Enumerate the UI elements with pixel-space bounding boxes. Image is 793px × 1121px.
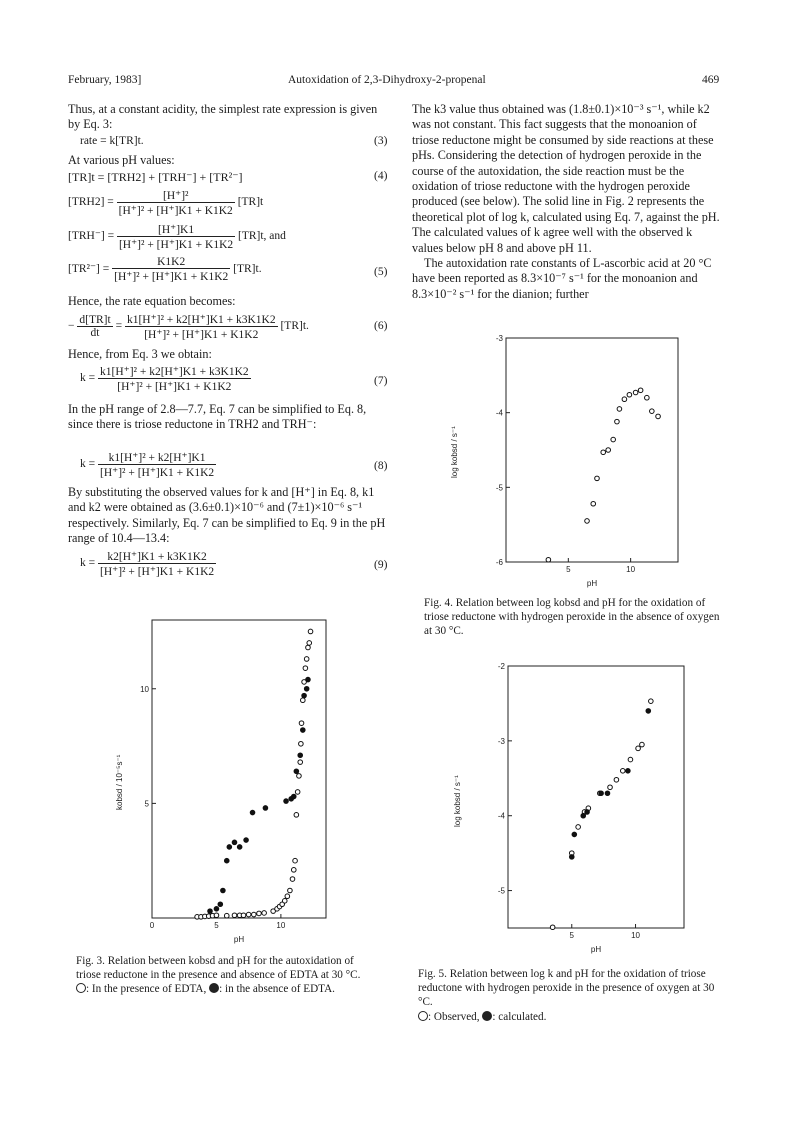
data-point-open [615, 419, 620, 424]
data-point-open [282, 899, 287, 904]
data-point-open [585, 519, 590, 524]
x-tick-label: 0 [149, 921, 155, 930]
x-axis-label: pH [233, 935, 245, 944]
equation-4: [TR]t = [TRH2] + [TRH⁻] + [TR²⁻] [68, 170, 243, 184]
data-point-open [622, 397, 627, 402]
figure-5-caption: Fig. 5. Relation between log k and pH for the oxidation of triose reductone with hydrogen peroxide in the presence of oxygen at 30 °C. : Observed, : calculated. [418, 968, 715, 1023]
data-point-filled [237, 845, 242, 850]
data-point-open [640, 742, 645, 747]
filled-circle-icon [482, 1011, 492, 1021]
data-point-filled [302, 693, 307, 698]
data-point-filled [599, 791, 604, 796]
data-point-open [627, 392, 632, 397]
y-tick-label: -3 [497, 736, 505, 746]
eq5c-tail: [TR]t. [233, 263, 262, 276]
data-point-open [297, 774, 302, 779]
data-point-open [606, 448, 611, 453]
plot-frame [506, 338, 678, 562]
data-point-open [214, 913, 219, 918]
data-point-open [241, 913, 246, 918]
data-point-open [636, 746, 641, 751]
data-point-open [576, 825, 581, 830]
figure-5-plot [478, 662, 698, 960]
right-paragraph-1: The k3 value thus obtained was (1.8±0.1)×10⁻³ s⁻¹, while k2 was not constant. This fact suggests that the monoanion of triose reductone might be consumed by side reactions at these pHs. Considering the detection of hydrogen peroxide in the course of the autoxidation, the side reaction must be the oxidation of triose reductone with the hydrogen peroxide produced (see below). The solid line in Fig. 2 represents the theoretical plot of log k, calculated using Eq. 7, against the pH. The calculated values of k agree well with the observed k values below pH 8 and above pH 11. The autoxidation rate constants of L-ascorbic acid at 20 °C have been reported as 8.3×10⁻⁷ s⁻¹ for the monoanion and 8.3×10⁻² s⁻¹ for the dianion; further [412, 102, 724, 302]
data-point-filled [605, 791, 610, 796]
y-tick-label: -5 [495, 483, 503, 493]
eq5b-fraction: $\frac{[H^+]K1}{\text{[H⁺]² + [H⁺]K1 + K1K2}}$ [118, 224, 234, 251]
data-point-filled [284, 799, 289, 804]
data-point-open [306, 645, 311, 650]
data-point-filled [304, 686, 309, 691]
data-point-filled [224, 858, 229, 863]
data-point-open [290, 877, 295, 882]
data-point-filled [626, 769, 631, 774]
data-point-open [262, 911, 267, 916]
eq5a-tail: [TR]t [237, 196, 264, 209]
eq5b-lhs: [TRH⁻] = [68, 230, 115, 243]
data-point-open [633, 390, 638, 395]
data-point-open [591, 501, 596, 506]
eq9-lhs: k = [80, 557, 96, 570]
data-point-open [293, 858, 298, 863]
data-point-open [308, 629, 313, 634]
page-number: 469 [702, 74, 720, 86]
eq6-tail: [TR]t. [280, 320, 309, 333]
figure-3-ylabel: kobsd / 10⁻⁵s⁻¹ [115, 754, 124, 810]
eq9-fraction: $\frac{k2[H^+]K1 + k3K1K2}{\text{[H⁺]² + [H⁺]K1 + K1K2}}$ [100, 551, 215, 578]
figure-3-caption: Fig. 3. Relation between kobsd and pH for the autoxidation of triose reductone in the presence and absence of EDTA at 30 °C. : In the presence of EDTA, : in the absence of EDTA. [76, 955, 361, 996]
x-axis-label: pH [590, 945, 602, 954]
x-tick-label: 5 [214, 921, 219, 930]
left-paragraph-6: By substituting the observed values for k and [H⁺] in Eq. 8, k1 and k2 were obtained as (3.6±0.1)×10⁻⁶ and (7±1)×10⁻⁶ s⁻¹ respectively. Similarly, Eq. 7 can be simplified to Eq. 9 in the pH range of 10.4—13.4: [68, 485, 386, 546]
equation-4-number: (4) [374, 170, 388, 182]
data-point-open [224, 913, 229, 918]
data-point-filled [585, 810, 590, 815]
x-tick-label: 10 [631, 931, 640, 940]
equation-7 [80, 364, 251, 393]
left-paragraph-1: Thus, at a constant acidity, the simplest rate expression is given by Eq. 3: [68, 102, 378, 132]
figure-3-plot [100, 608, 340, 948]
equation-9 [80, 549, 216, 578]
y-tick-label: -2 [497, 662, 505, 671]
left-paragraph-2: At various pH values: [68, 153, 175, 167]
data-point-open [595, 476, 600, 481]
equation-7-number: (7) [374, 375, 388, 387]
open-circle-icon [418, 1011, 428, 1021]
equation-5-number: (5) [374, 266, 388, 278]
y-tick-label: -3 [495, 334, 503, 343]
data-point-open [620, 769, 625, 774]
figure-5-legend-filled: : calculated. [492, 1010, 547, 1023]
data-point-filled [263, 806, 268, 811]
figure-4-ylabel: log kobsd / s⁻¹ [450, 426, 459, 478]
data-point-open [295, 790, 300, 795]
x-tick-label: 10 [276, 921, 286, 930]
figure-5-legend-open: : Observed, [428, 1010, 480, 1023]
eq8-fraction: $\frac{\text{k1[H⁺]² + k2[H⁺]K1}}{\text{[H⁺]² + [H⁺]K1 + K1K2}}$ [100, 452, 215, 479]
equation-8 [80, 450, 216, 479]
data-point-open [656, 414, 661, 419]
running-header-left: February, 1983] [68, 74, 142, 86]
data-point-open [638, 388, 643, 393]
data-point-filled [572, 832, 577, 837]
open-circle-icon [76, 983, 86, 993]
data-point-filled [301, 728, 306, 733]
equation-6: − $\frac{d[TR]t}{dt}$ = $\frac{\text{k1[H⁺]² + k2[H⁺]K1 + k3K1K2}}{\text{[H⁺]² + [H⁺]K1 + K1K2}}$ [TR]t. [68, 314, 309, 341]
y-tick-label: -4 [497, 811, 505, 821]
right-paragraph-2: The autoxidation rate constants of L-ascorbic acid at 20 °C have been reported as 8.3×10⁻⁷ s⁻¹ for the monoanion and 8.3×10⁻² s⁻¹ for the dianion; further [412, 256, 712, 301]
y-tick-label: -5 [497, 886, 505, 896]
data-point-open [291, 868, 296, 873]
data-point-filled [291, 794, 296, 799]
data-point-filled [569, 855, 574, 860]
eq5a-fraction: $\frac{\text{[H⁺]²}}{\text{[H⁺]² + [H⁺]K1 + K1K2}}$ [118, 190, 233, 217]
eq5b-tail: [TR]t, and [238, 230, 286, 243]
x-tick-label: 5 [569, 931, 574, 940]
y-tick-label: 5 [144, 799, 149, 809]
figure-3-legend-open: : In the presence of EDTA, [86, 983, 207, 996]
figure-4-caption: Fig. 4. Relation between log kobsd and pH for the oxidation of triose reductone with hydrogen peroxide in the absence of oxygen at 30 °C. [424, 597, 720, 638]
left-paragraph-4: Hence, from Eq. 3 we obtain: [68, 347, 212, 361]
equation-5a [68, 188, 263, 217]
data-point-open [257, 911, 262, 916]
equation-9-number: (9) [374, 559, 388, 571]
equation-3-number: (3) [374, 135, 388, 147]
figure-3-legend-filled: : in the absence of EDTA. [219, 983, 335, 996]
y-tick-label: -6 [495, 558, 503, 567]
data-point-filled [227, 845, 232, 850]
y-tick-label: -4 [495, 408, 503, 418]
plot-frame [152, 620, 326, 918]
filled-circle-icon [209, 983, 219, 993]
data-point-filled [298, 753, 303, 758]
data-point-filled [646, 709, 651, 714]
eq6-lhs-fraction: $\frac{d[TR]t}{dt}$ [79, 314, 111, 339]
data-point-open [301, 698, 306, 703]
data-point-open [252, 912, 257, 917]
eq8-lhs: k = [80, 458, 96, 471]
left-paragraph-5: In the pH range of 2.8—7.7, Eq. 7 can be simplified to Eq. 8, since there is triose reductone in TRH2 and TRH⁻: [68, 402, 367, 432]
left-paragraph-3: Hence, the rate equation becomes: [68, 294, 236, 308]
equation-6-number: (6) [374, 320, 388, 332]
x-axis-label: pH [586, 579, 598, 588]
data-point-filled [221, 888, 226, 893]
eq5c-fraction: $\frac{K1K2}{\text{[H⁺]² + [H⁺]K1 + K1K2}}$ [114, 256, 229, 283]
data-point-open [285, 894, 290, 899]
eq6-fraction: $\frac{\text{k1[H⁺]² + k2[H⁺]K1 + k3K1K2}}{\text{[H⁺]² + [H⁺]K1 + K1K2}}$ [126, 314, 276, 341]
data-point-open [307, 641, 312, 646]
figure-5-ylabel: log kobsd / s⁻¹ [453, 775, 462, 827]
data-point-open [649, 699, 654, 704]
figure-4-plot [478, 330, 698, 592]
data-point-open [611, 437, 616, 442]
equation-5b [68, 222, 286, 251]
data-point-open [650, 409, 655, 414]
x-tick-label: 10 [626, 565, 636, 574]
data-point-open [628, 757, 633, 762]
data-point-filled [232, 840, 237, 845]
data-point-filled [208, 909, 213, 914]
data-point-open [614, 777, 619, 782]
data-point-open [550, 925, 555, 930]
data-point-filled [294, 769, 299, 774]
running-header-title: Autoxidation of 2,3-Dihydroxy-2-propenal [288, 74, 486, 86]
equation-3: rate = k[TR]t. [80, 135, 144, 147]
data-point-open [617, 407, 622, 412]
data-point-open [601, 450, 606, 455]
data-point-open [299, 721, 304, 726]
data-point-filled [218, 902, 223, 907]
equation-5c [68, 256, 262, 283]
data-point-open [303, 666, 308, 671]
data-point-filled [306, 677, 311, 682]
data-point-open [294, 813, 299, 818]
data-point-open [232, 913, 237, 918]
data-point-open [298, 760, 303, 765]
data-point-open [288, 888, 293, 893]
eq5a-lhs: [TRH2] = [68, 196, 114, 209]
data-point-filled [214, 907, 219, 912]
data-point-open [645, 395, 650, 400]
y-tick-label: 10 [140, 684, 149, 694]
data-point-open [546, 557, 551, 562]
data-point-open [608, 785, 613, 790]
data-point-open [304, 657, 309, 662]
eq7-fraction: $\frac{\text{k1[H⁺]² + k2[H⁺]K1 + k3K1K2}}{\text{[H⁺]² + [H⁺]K1 + K1K2}}$ [100, 366, 249, 393]
plot-frame [508, 666, 684, 928]
data-point-filled [250, 810, 255, 815]
data-point-filled [581, 813, 586, 818]
x-tick-label: 5 [566, 565, 571, 574]
eq5c-lhs: [TR²⁻] = [68, 263, 110, 276]
data-point-open [246, 912, 251, 917]
equation-8-number: (8) [374, 460, 388, 472]
eq7-lhs: k = [80, 372, 96, 385]
data-point-open [299, 741, 304, 746]
data-point-filled [244, 838, 249, 843]
